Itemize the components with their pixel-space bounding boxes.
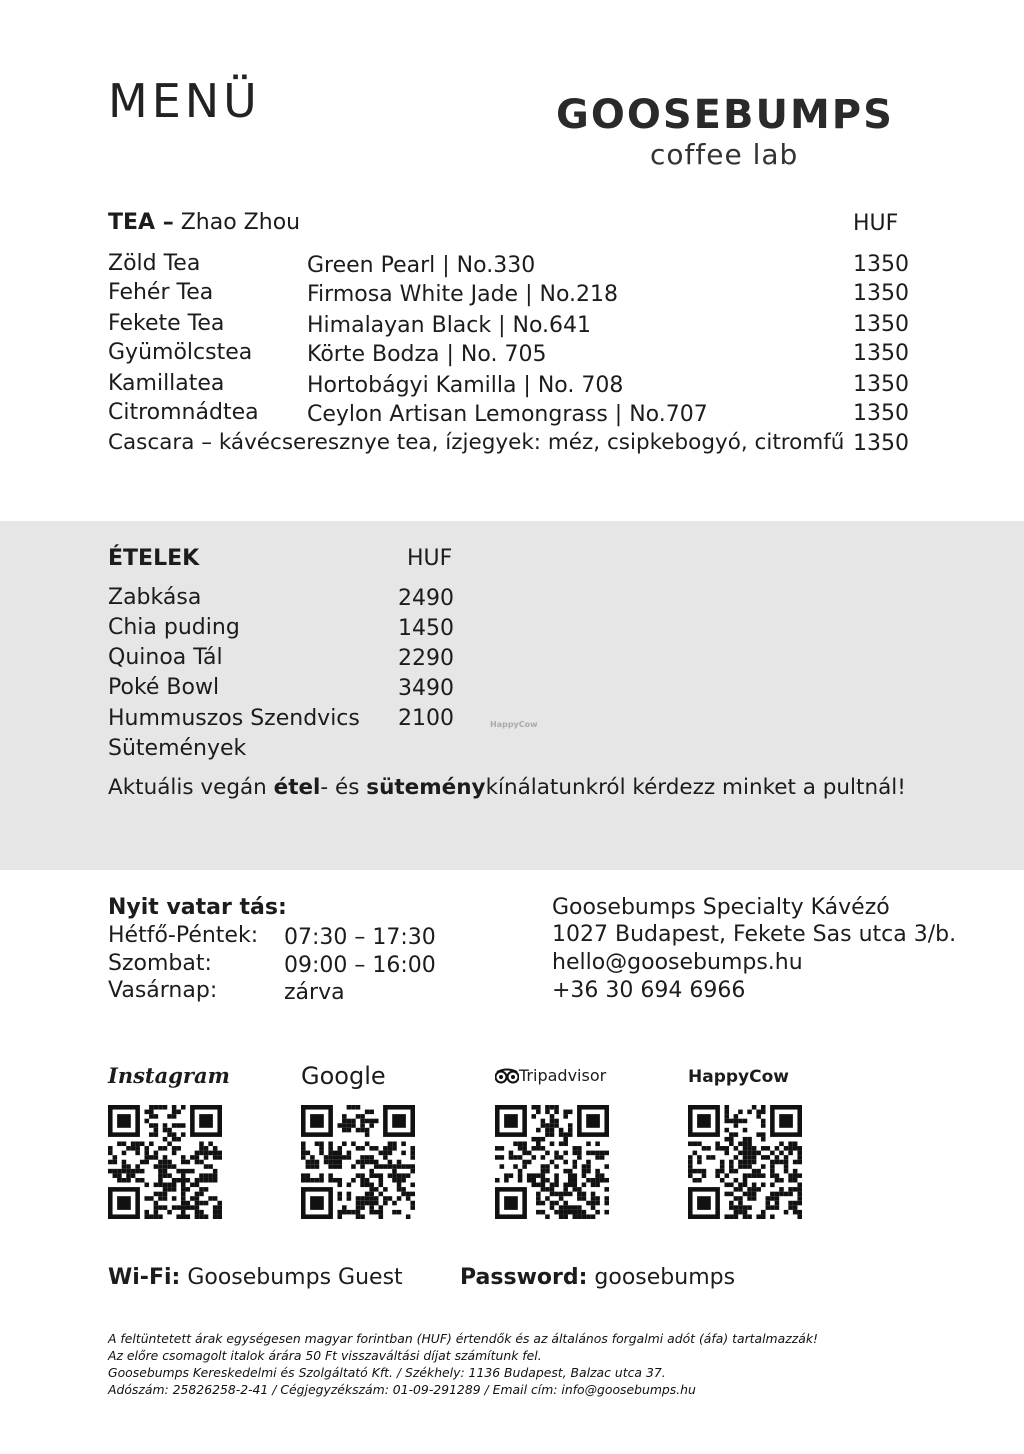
tea-supplier: Zhao Zhou	[180, 210, 301, 235]
tea-item-name: Kamillatea	[108, 371, 225, 396]
food-item-price: 3490	[398, 676, 454, 701]
tea-item-name: Gyümölcstea	[108, 340, 253, 365]
food-item-price: 1450	[398, 616, 454, 641]
footer-line: Goosebumps Kereskedelmi és Szolgáltató Kft. / Székhely: 1136 Budapest, Balzac utca 37.	[108, 1365, 666, 1380]
tea-item-price: 1350	[853, 252, 909, 277]
tea-item-desc: Ceylon Artisan Lemongrass | No.707	[307, 402, 708, 427]
hours-time: 07:30 – 17:30	[284, 925, 436, 950]
contact-email[interactable]: hello@goosebumps.hu	[552, 950, 803, 975]
food-item-name: Chia puding	[108, 615, 240, 640]
tea-item-price: 1350	[853, 281, 909, 306]
food-note-part: kínálatunkról kérdezz minket a pultnál!	[485, 775, 906, 800]
footer-line: A feltüntetett árak egységesen magyar forintban (HUF) értendők és az általános forgalmi adót (áfa) tartalmazzák!	[108, 1331, 818, 1346]
footer-line: Az előre csomagolt italok árára 50 Ft visszaváltási díjat számítunk fel.	[108, 1348, 542, 1363]
wifi-info	[108, 1265, 403, 1290]
tea-item-desc: Hortobágyi Kamilla | No. 708	[307, 373, 624, 398]
happycow-label: HappyCow	[688, 1067, 789, 1087]
menu-title: MENÜ	[108, 74, 261, 128]
tea-item-name: Citromnádtea	[108, 400, 259, 425]
tea-item-price: 1350	[853, 401, 909, 426]
food-item-name: Poké Bowl	[108, 675, 220, 700]
wifi-network: Goosebumps Guest	[187, 1265, 403, 1290]
food-section-title: ÉTELEK	[108, 546, 200, 571]
tripadvisor-label: Tripadvisor	[519, 1066, 607, 1085]
password-label: Password:	[460, 1265, 588, 1290]
food-item-price: 2290	[398, 646, 454, 671]
password-value: goosebumps	[594, 1265, 736, 1290]
tripadvisor-owl-icon	[495, 1068, 519, 1084]
food-note-part: - és	[320, 775, 367, 800]
food-currency: HUF	[407, 546, 453, 571]
tea-section-title	[108, 210, 300, 235]
food-item-name: Sütemények	[108, 736, 247, 761]
hours-day: Vasárnap:	[108, 978, 218, 1003]
instagram-qr-icon[interactable]	[108, 1105, 222, 1219]
tea-item-desc: Firmosa White Jade | No.218	[307, 282, 618, 307]
tea-item-desc: Körte Bodza | No. 705	[307, 342, 547, 367]
food-item-name: Zabkása	[108, 585, 202, 610]
google-qr-icon[interactable]	[301, 1105, 415, 1219]
hours-time: zárva	[284, 980, 345, 1005]
footer-line: Adószám: 25826258-2-41 / Cégjegyzékszám: 01-09-291289 / Email cím: info@goosebumps.hu	[108, 1382, 696, 1397]
tripadvisor-qr-icon[interactable]	[495, 1105, 609, 1219]
happycow-qr-icon[interactable]	[688, 1105, 802, 1219]
hours-day: Hétfő-Péntek:	[108, 923, 259, 948]
food-note-part: Aktuális vegán	[108, 775, 274, 800]
brand-logo: GOOSEBUMPS	[556, 92, 894, 138]
food-item-price: 2100	[398, 706, 454, 731]
instagram-label: Instagram	[108, 1063, 230, 1088]
tea-title: TEA –	[108, 210, 174, 235]
cascara-text: Cascara – kávécseresznye tea, ízjegyek: méz, csipkebogyó, citromfű	[108, 430, 845, 455]
food-item-name: Hummuszos Szendvics	[108, 706, 360, 731]
hours-day: Szombat:	[108, 951, 212, 976]
tea-item-name: Zöld Tea	[108, 251, 201, 276]
food-item-price: 2490	[398, 586, 454, 611]
password-info	[460, 1265, 735, 1290]
contact-address: 1027 Budapest, Fekete Sas utca 3/b.	[552, 922, 957, 947]
tea-item-price: 1350	[853, 372, 909, 397]
food-note-bold: étel	[273, 775, 321, 800]
happycow-watermark: HappyCow	[490, 720, 538, 729]
food-item-name: Quinoa Tál	[108, 645, 223, 670]
tea-item-name: Fekete Tea	[108, 311, 225, 336]
hours-time: 09:00 – 16:00	[284, 953, 436, 978]
food-note-bold: sütemény	[366, 775, 486, 800]
food-note	[108, 775, 906, 800]
tea-item-price: 1350	[853, 341, 909, 366]
contact-name: Goosebumps Specialty Kávézó	[552, 895, 890, 920]
contact-phone[interactable]: +36 30 694 6966	[552, 978, 746, 1003]
hours-title: Nyit vatar tás:	[108, 895, 287, 920]
brand-subtitle: coffee lab	[650, 138, 799, 171]
tea-item-desc: Green Pearl | No.330	[307, 253, 536, 278]
cascara-price: 1350	[853, 431, 909, 456]
tea-currency: HUF	[853, 211, 899, 236]
tripadvisor-logo	[495, 1066, 606, 1085]
tea-item-price: 1350	[853, 312, 909, 337]
google-label: Google	[301, 1062, 386, 1090]
tea-item-desc: Himalayan Black | No.641	[307, 313, 592, 338]
wifi-label: Wi-Fi:	[108, 1265, 181, 1290]
tea-item-name: Fehér Tea	[108, 280, 214, 305]
